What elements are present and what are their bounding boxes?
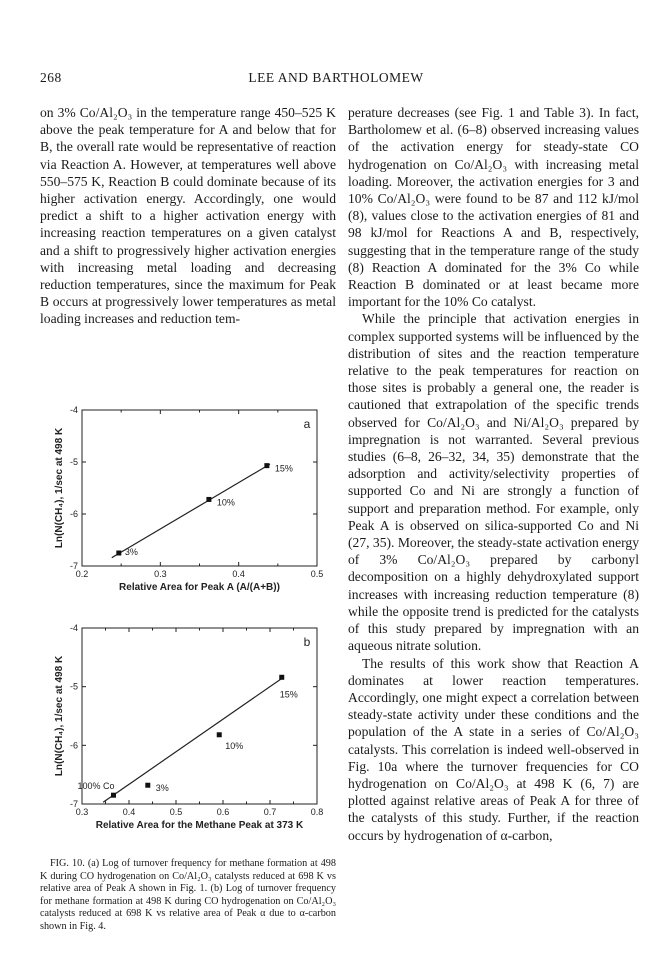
x-tick-label: 0.5	[169, 807, 183, 817]
chart-10b-svg	[50, 618, 330, 843]
y-tick-label: -6	[69, 509, 78, 519]
x-axis-label: Relative Area for the Methane Peak at 373 K	[95, 820, 304, 831]
point-label: 10%	[225, 740, 244, 751]
point-label: 15%	[274, 463, 293, 474]
x-tick-label: 0.3	[154, 569, 167, 579]
chart-10a-svg	[50, 400, 330, 610]
y-axis-label: Ln(N(CH₄), 1/sec at 498 K	[54, 427, 65, 549]
page-number: 268	[40, 70, 62, 85]
point-label: 10%	[216, 497, 235, 508]
point-label: 3%	[124, 547, 138, 557]
plot-frame	[82, 628, 317, 804]
body-paragraph: The results of this work show that Reaction A dominates at lower reaction temperatures. Accordingly, one might expect a correlation between steady-state activity under these conditions and the population of the A state in a series of Co/Al₂O₃ catalysts. This correlation is indeed well-observed in Fig. 10a where the turnover frequencies for CO hydrogenation on Co/Al₂O₃ at 498 K (6, 7) are plotted against relative areas of Peak A for three of the catalysts of this study. Further, if the reaction occurs by hydrogenation of α-carbon,	[348, 655, 639, 843]
panel-label: a	[303, 417, 311, 431]
y-tick-label: -7	[69, 561, 78, 571]
x-axis-label: Relative Area for Peak A (A/(A+B))	[119, 582, 280, 593]
data-point	[264, 463, 269, 468]
data-point	[206, 497, 211, 502]
y-tick-label: -6	[69, 740, 78, 751]
data-point	[145, 783, 150, 788]
x-tick-label: 0.5	[310, 569, 324, 579]
figure-10a	[50, 400, 330, 610]
y-tick-label: -4	[69, 623, 78, 633]
fit-line	[112, 464, 270, 558]
x-tick-label: 0.7	[263, 807, 277, 817]
data-point	[279, 675, 284, 680]
y-axis-label: Ln(N(CH₄), 1/sec at 498 K	[54, 655, 65, 777]
plot-frame	[82, 410, 317, 566]
x-tick-label: 0.2	[75, 569, 89, 579]
body-paragraph: While the principle that activation energies in complex supported systems will be influenced by the distribution of sites and the reaction temperature relative to the peak temperatures for reaction on those sites is probably a general one, the reader is cautioned that extrapolation of the specific trends observed for Co/Al₂O₃ and Ni/Al₂O₃ prepared by impregnation is not warranted. Several previous studies (6–8, 26–32, 34, 35) demonstrate that the adsorption and activity/selectivity properties of supported Co and Ni are strongly a function of support and preparation method. For example, only Peak A is observed on silica-supported Co and Ni (27, 35). Moreover, the steady-state activation energy of 3% Co/Al₂O₃ prepared by carbonyl decomposition on a highly dehydroxylated support increases with increasing reduction temperature (8) while the opposite trend is predicted for the catalysts of this study prepared by impregnation with an aqueous nitrate solution.	[348, 311, 639, 654]
data-point	[217, 732, 222, 737]
fit-line	[103, 678, 282, 802]
x-tick-label: 0.6	[216, 807, 230, 817]
y-tick-label: -5	[69, 457, 78, 467]
figure-10b	[50, 618, 330, 843]
y-tick-label: -5	[69, 681, 78, 692]
panel-label: b	[303, 635, 311, 649]
left-column	[40, 104, 336, 328]
x-tick-label: 0.3	[75, 807, 89, 817]
body-paragraph: perature decreases (see Fig. 1 and Table 3). In fact, Bartholomew et al. (6–8) observed increasing values of the activation energy for steady-state CO hydrogenation on Co/Al₂O₃ with increasing metal loading. Moreover, the activation energies for 3 and 10% Co/Al₂O₃ were found to be 87 and 112 kJ/mol (8), values close to the activation energies of 81 and 98 kJ/mol for Reactions A and B, respectively, suggesting that in the temperature range of the study (8) Reaction A dominated for the 3% Co while Reaction B dominated or at least became more important for the 10% Co catalyst.	[348, 105, 639, 310]
body-paragraph: on 3% Co/Al₂O₃ in the temperature range 450–525 K above the peak temperature for A and below that for B, the overall rate would be representative of reaction via Reaction A. However, at temperatures well above 550–575 K, Reaction B could dominate because of its higher activation energy. Accordingly, one would predict a shift to a higher activation energy with increasing reaction temperatures on a given catalyst and a shift to progressively higher activation energies with increasing metal loading and decreasing reduction temperatures, since the maximum for Peak B occurs at progressively lower temperatures as metal loading increases and reduction tem-	[40, 105, 336, 327]
point-label: 3%	[155, 783, 169, 794]
point-label: 15%	[279, 689, 298, 700]
data-point	[111, 793, 116, 798]
x-tick-label: 0.8	[310, 807, 324, 817]
y-tick-label: -7	[69, 799, 78, 809]
running-head: LEE AND BARTHOLOMEW	[248, 70, 424, 85]
right-column	[348, 104, 639, 844]
data-point	[116, 551, 121, 556]
point-label: 100% Co	[77, 781, 115, 792]
x-tick-label: 0.4	[232, 569, 245, 579]
caption-text: FIG. 10. (a) Log of turnover frequency for methane formation at 498 K during CO hydrogenation on Co/Al₂O₃ catalysts reduced at 698 K vs relative area of Peak A shown in Fig. 1. (b) Log of turnover frequency for methane formation at 498 K during CO hydrogenation on Co/Al₂O₃ catalysts reduced at 698 K vs relative area of Peak α due to α-carbon shown in Fig. 4.	[40, 858, 336, 932]
y-tick-label: -4	[69, 405, 78, 415]
x-tick-label: 0.4	[122, 807, 136, 817]
figure-caption	[40, 858, 336, 934]
